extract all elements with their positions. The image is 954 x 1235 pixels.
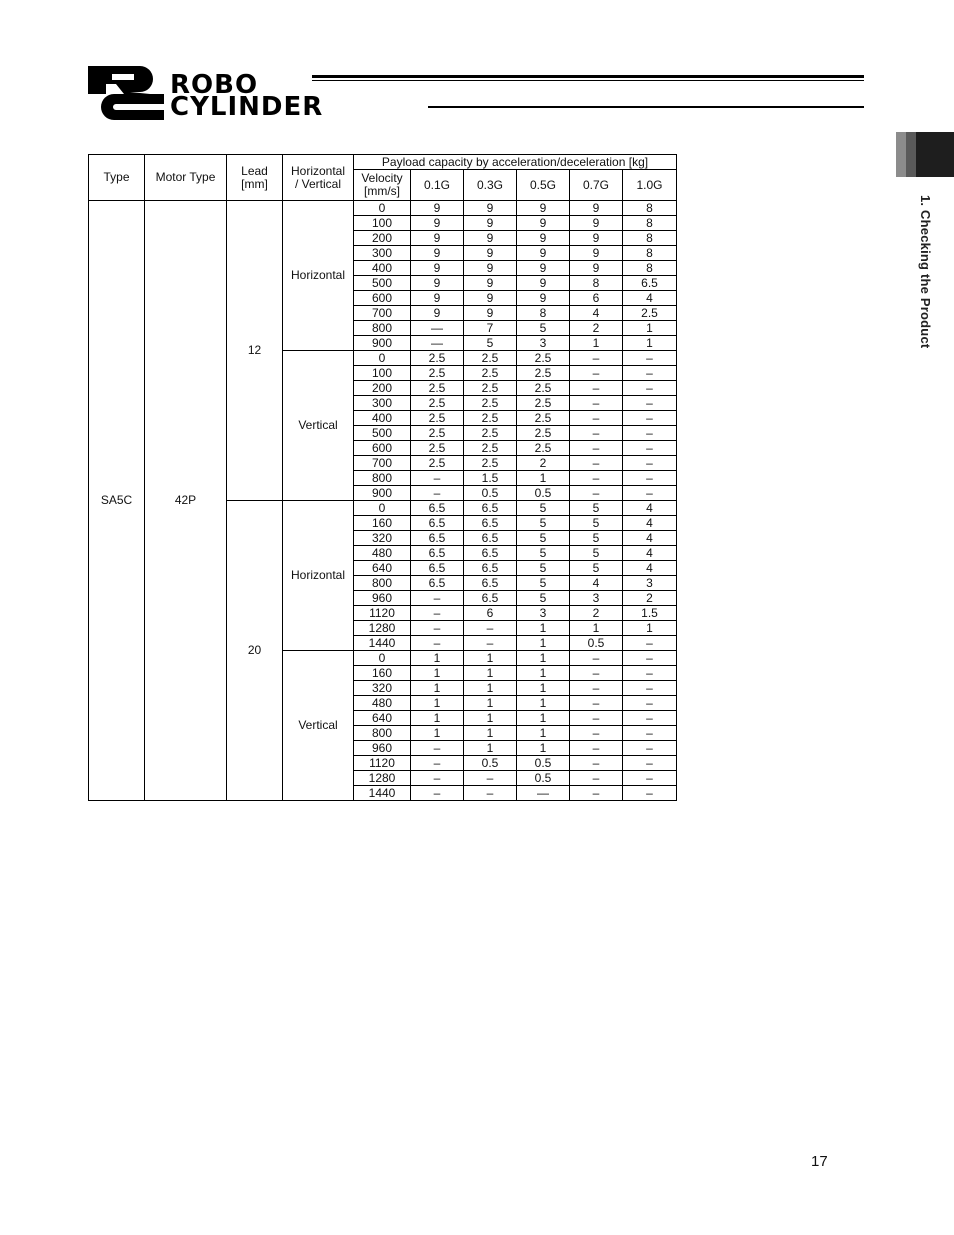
cell-velocity: 100 xyxy=(354,216,411,231)
cell-payload: 8 xyxy=(623,231,677,246)
cell-payload: 1 xyxy=(517,726,570,741)
cell-payload: 1 xyxy=(411,666,464,681)
cell-payload: 8 xyxy=(623,261,677,276)
cell-payload: 0.5 xyxy=(464,756,517,771)
cell-payload: – xyxy=(623,666,677,681)
cell-payload: 5 xyxy=(517,591,570,606)
cell-payload: – xyxy=(623,711,677,726)
cell-payload: – xyxy=(623,786,677,801)
cell-payload: 3 xyxy=(623,576,677,591)
cell-payload: 6.5 xyxy=(411,516,464,531)
cell-velocity: 960 xyxy=(354,741,411,756)
cell-payload: 4 xyxy=(623,531,677,546)
cell-payload: 5 xyxy=(570,561,623,576)
cell-payload: 5 xyxy=(517,576,570,591)
cell-payload: 1 xyxy=(517,666,570,681)
cell-payload: 5 xyxy=(517,531,570,546)
cell-payload: – xyxy=(411,756,464,771)
cell-payload: 1 xyxy=(464,726,517,741)
header-rule-top-thin xyxy=(312,80,864,81)
cell-payload: 9 xyxy=(464,231,517,246)
header-type: Type xyxy=(89,155,145,201)
cell-payload: 1 xyxy=(411,711,464,726)
rc-logo-mark-icon xyxy=(86,64,166,120)
cell-velocity: 0 xyxy=(354,651,411,666)
cell-payload: 8 xyxy=(517,306,570,321)
cell-payload: – xyxy=(411,636,464,651)
cell-velocity: 480 xyxy=(354,546,411,561)
cell-payload: – xyxy=(623,381,677,396)
cell-payload: 2.5 xyxy=(464,381,517,396)
cell-payload: – xyxy=(570,651,623,666)
cell-payload: 9 xyxy=(464,306,517,321)
cell-payload: 1 xyxy=(411,681,464,696)
chapter-tab xyxy=(896,132,954,177)
cell-payload: – xyxy=(570,486,623,501)
cell-payload: 2.5 xyxy=(411,411,464,426)
cell-payload: 2 xyxy=(570,606,623,621)
cell-payload: 2.5 xyxy=(464,366,517,381)
cell-payload: – xyxy=(570,441,623,456)
cell-velocity: 500 xyxy=(354,426,411,441)
header-rule-top-thick xyxy=(312,75,864,78)
cell-payload: 6 xyxy=(464,606,517,621)
cell-payload: – xyxy=(570,366,623,381)
cell-payload: – xyxy=(570,741,623,756)
cell-payload: 1 xyxy=(517,681,570,696)
header-payload: Payload capacity by acceleration/deceleration [kg] xyxy=(354,155,677,170)
cell-velocity: 400 xyxy=(354,261,411,276)
cell-payload: 6.5 xyxy=(623,276,677,291)
cell-velocity: 900 xyxy=(354,486,411,501)
cell-velocity: 800 xyxy=(354,726,411,741)
cell-payload: – xyxy=(570,681,623,696)
cell-payload: 2.5 xyxy=(464,456,517,471)
cell-payload: 0.5 xyxy=(517,756,570,771)
cell-payload: 2.5 xyxy=(517,441,570,456)
cell-payload: 9 xyxy=(570,246,623,261)
cell-payload: 1 xyxy=(411,651,464,666)
cell-payload: ― xyxy=(517,786,570,801)
cell-velocity: 1120 xyxy=(354,756,411,771)
cell-payload: 1 xyxy=(517,696,570,711)
page-number: 17 xyxy=(811,1153,828,1170)
cell-type: SA5C xyxy=(89,201,145,801)
cell-payload: – xyxy=(570,471,623,486)
header-accel: 0.5G xyxy=(517,170,570,201)
cell-payload: 9 xyxy=(570,201,623,216)
cell-payload: – xyxy=(623,456,677,471)
cell-velocity: 700 xyxy=(354,306,411,321)
cell-velocity: 200 xyxy=(354,231,411,246)
cell-payload: – xyxy=(623,741,677,756)
cell-payload: 1 xyxy=(570,336,623,351)
cell-payload: 2.5 xyxy=(411,366,464,381)
cell-payload: 2.5 xyxy=(411,351,464,366)
cell-velocity: 800 xyxy=(354,471,411,486)
cell-payload: – xyxy=(623,636,677,651)
cell-payload: 9 xyxy=(411,291,464,306)
cell-payload: 1 xyxy=(464,711,517,726)
cell-payload: 9 xyxy=(570,216,623,231)
cell-payload: 2.5 xyxy=(517,411,570,426)
cell-payload: – xyxy=(623,756,677,771)
cell-payload: – xyxy=(623,486,677,501)
cell-payload: 2.5 xyxy=(517,426,570,441)
cell-payload: – xyxy=(623,651,677,666)
cell-payload: – xyxy=(411,786,464,801)
cell-payload: 2 xyxy=(623,591,677,606)
cell-velocity: 700 xyxy=(354,456,411,471)
cell-payload: 9 xyxy=(517,216,570,231)
cell-payload: 2.5 xyxy=(517,381,570,396)
cell-payload: 0.5 xyxy=(570,636,623,651)
cell-payload: 6.5 xyxy=(464,591,517,606)
cell-payload: 1 xyxy=(464,696,517,711)
cell-payload: 1 xyxy=(517,471,570,486)
cell-payload: – xyxy=(623,351,677,366)
cell-payload: 0.5 xyxy=(517,771,570,786)
cell-payload: – xyxy=(623,441,677,456)
cell-payload: 5 xyxy=(464,336,517,351)
cell-payload: 1 xyxy=(464,741,517,756)
cell-payload: 9 xyxy=(411,276,464,291)
cell-velocity: 300 xyxy=(354,396,411,411)
cell-payload: – xyxy=(411,771,464,786)
cell-payload: 4 xyxy=(623,561,677,576)
cell-velocity: 600 xyxy=(354,291,411,306)
cell-payload: 2.5 xyxy=(623,306,677,321)
cell-payload: 6.5 xyxy=(464,516,517,531)
cell-payload: 1 xyxy=(517,741,570,756)
cell-payload: – xyxy=(411,741,464,756)
cell-payload: 9 xyxy=(570,231,623,246)
cell-payload: 9 xyxy=(411,201,464,216)
cell-payload: – xyxy=(411,606,464,621)
cell-payload: 5 xyxy=(517,516,570,531)
cell-payload: 1 xyxy=(464,681,517,696)
cell-payload: – xyxy=(464,771,517,786)
cell-payload: 1 xyxy=(623,321,677,336)
chapter-tab-bar-mid xyxy=(906,132,916,177)
cell-payload: – xyxy=(570,786,623,801)
cell-motor-type: 42P xyxy=(145,201,227,801)
cell-payload: 9 xyxy=(517,231,570,246)
brand-line-cylinder: CYLINDER xyxy=(170,92,324,122)
cell-payload: 1 xyxy=(517,711,570,726)
cell-payload: 0.5 xyxy=(464,486,517,501)
cell-velocity: 320 xyxy=(354,531,411,546)
cell-payload: 9 xyxy=(411,261,464,276)
cell-payload: 5 xyxy=(570,501,623,516)
cell-velocity: 1280 xyxy=(354,621,411,636)
cell-payload: 1 xyxy=(411,726,464,741)
cell-velocity: 640 xyxy=(354,561,411,576)
cell-payload: 1 xyxy=(517,651,570,666)
cell-payload: 5 xyxy=(570,516,623,531)
cell-payload: – xyxy=(623,471,677,486)
cell-velocity: 200 xyxy=(354,381,411,396)
cell-payload: 5 xyxy=(570,531,623,546)
chapter-tab-bar-light xyxy=(896,132,906,177)
header-orientation: Horizontal / Vertical xyxy=(283,155,354,201)
cell-payload: 8 xyxy=(623,246,677,261)
header-accel: 0.7G xyxy=(570,170,623,201)
cell-payload: 5 xyxy=(517,546,570,561)
cell-payload: 2.5 xyxy=(464,351,517,366)
cell-payload: 3 xyxy=(570,591,623,606)
cell-payload: ― xyxy=(411,336,464,351)
cell-payload: 6.5 xyxy=(411,531,464,546)
payload-capacity-table xyxy=(88,154,677,801)
cell-payload: 4 xyxy=(623,291,677,306)
table-row xyxy=(89,201,677,216)
header-rule-bottom xyxy=(428,106,864,108)
cell-payload: 9 xyxy=(464,216,517,231)
cell-payload: 6.5 xyxy=(411,576,464,591)
cell-payload: 6.5 xyxy=(464,546,517,561)
header-velocity: Velocity [mm/s] xyxy=(354,170,411,201)
cell-payload: 2.5 xyxy=(411,456,464,471)
cell-payload: 1 xyxy=(464,666,517,681)
cell-orientation: Horizontal xyxy=(283,201,354,351)
cell-payload: 9 xyxy=(464,246,517,261)
cell-lead: 20 xyxy=(227,501,283,801)
cell-payload: 1 xyxy=(517,621,570,636)
cell-payload: 6 xyxy=(570,291,623,306)
cell-payload: 2 xyxy=(570,321,623,336)
cell-payload: 6.5 xyxy=(464,576,517,591)
cell-payload: 1 xyxy=(517,636,570,651)
cell-payload: 5 xyxy=(517,321,570,336)
cell-payload: – xyxy=(570,756,623,771)
cell-payload: 5 xyxy=(517,501,570,516)
chapter-label: 1. Checking the Product xyxy=(918,195,933,349)
cell-payload: 4 xyxy=(570,306,623,321)
cell-payload: 9 xyxy=(517,201,570,216)
cell-velocity: 800 xyxy=(354,576,411,591)
cell-payload: – xyxy=(623,411,677,426)
cell-payload: 4 xyxy=(623,516,677,531)
cell-payload: 1.5 xyxy=(623,606,677,621)
cell-velocity: 160 xyxy=(354,666,411,681)
cell-payload: 9 xyxy=(517,291,570,306)
cell-payload: 2 xyxy=(517,456,570,471)
cell-payload: 2.5 xyxy=(464,396,517,411)
cell-payload: 7 xyxy=(464,321,517,336)
header-accel: 0.1G xyxy=(411,170,464,201)
cell-payload: 1 xyxy=(623,336,677,351)
cell-payload: 9 xyxy=(570,261,623,276)
cell-payload: 6.5 xyxy=(464,531,517,546)
cell-velocity: 640 xyxy=(354,711,411,726)
cell-payload: 1 xyxy=(411,696,464,711)
cell-payload: – xyxy=(623,426,677,441)
cell-payload: 6.5 xyxy=(411,501,464,516)
header-accel: 1.0G xyxy=(623,170,677,201)
cell-payload: – xyxy=(570,381,623,396)
cell-payload: – xyxy=(464,636,517,651)
cell-payload: 4 xyxy=(623,501,677,516)
cell-payload: 0.5 xyxy=(517,486,570,501)
chapter-tab-bar-dark xyxy=(916,132,954,177)
cell-payload: 3 xyxy=(517,606,570,621)
cell-velocity: 320 xyxy=(354,681,411,696)
cell-payload: 9 xyxy=(411,231,464,246)
cell-payload: 4 xyxy=(570,576,623,591)
cell-payload: 9 xyxy=(464,261,517,276)
cell-payload: – xyxy=(570,711,623,726)
header-lead: Lead [mm] xyxy=(227,155,283,201)
cell-payload: – xyxy=(411,486,464,501)
cell-payload: – xyxy=(570,666,623,681)
cell-orientation: Vertical xyxy=(283,351,354,501)
cell-payload: 1 xyxy=(464,651,517,666)
cell-payload: – xyxy=(411,591,464,606)
cell-payload: – xyxy=(570,456,623,471)
cell-velocity: 500 xyxy=(354,276,411,291)
cell-payload: 8 xyxy=(623,201,677,216)
cell-velocity: 0 xyxy=(354,351,411,366)
cell-payload: – xyxy=(623,681,677,696)
brand-line-robo: ROBO xyxy=(170,70,259,100)
cell-velocity: 1120 xyxy=(354,606,411,621)
cell-velocity: 1440 xyxy=(354,786,411,801)
cell-payload: 1 xyxy=(570,621,623,636)
cell-velocity: 0 xyxy=(354,501,411,516)
cell-payload: – xyxy=(623,726,677,741)
cell-velocity: 900 xyxy=(354,336,411,351)
cell-payload: 9 xyxy=(411,306,464,321)
cell-payload: 2.5 xyxy=(464,426,517,441)
cell-payload: 9 xyxy=(411,246,464,261)
cell-payload: 5 xyxy=(517,561,570,576)
cell-payload: 9 xyxy=(464,291,517,306)
cell-payload: – xyxy=(570,351,623,366)
cell-payload: – xyxy=(464,621,517,636)
cell-velocity: 100 xyxy=(354,366,411,381)
cell-payload: 8 xyxy=(570,276,623,291)
cell-payload: 2.5 xyxy=(411,381,464,396)
cell-velocity: 480 xyxy=(354,696,411,711)
cell-payload: – xyxy=(623,696,677,711)
cell-payload: 6.5 xyxy=(464,561,517,576)
cell-velocity: 800 xyxy=(354,321,411,336)
cell-velocity: 600 xyxy=(354,441,411,456)
header-motor-type: Motor Type xyxy=(145,155,227,201)
cell-velocity: 300 xyxy=(354,246,411,261)
cell-payload: 2.5 xyxy=(464,411,517,426)
cell-payload: 9 xyxy=(464,201,517,216)
cell-lead: 12 xyxy=(227,201,283,501)
cell-payload: 1.5 xyxy=(464,471,517,486)
cell-payload: 2.5 xyxy=(517,351,570,366)
cell-orientation: Vertical xyxy=(283,651,354,801)
cell-payload: 2.5 xyxy=(411,396,464,411)
cell-payload: 6.5 xyxy=(411,561,464,576)
cell-payload: – xyxy=(411,621,464,636)
cell-payload: – xyxy=(570,396,623,411)
cell-payload: 2.5 xyxy=(464,441,517,456)
cell-payload: 9 xyxy=(517,246,570,261)
cell-payload: – xyxy=(570,696,623,711)
cell-velocity: 960 xyxy=(354,591,411,606)
cell-payload: 6.5 xyxy=(411,546,464,561)
cell-velocity: 0 xyxy=(354,201,411,216)
cell-payload: 9 xyxy=(464,276,517,291)
cell-velocity: 400 xyxy=(354,411,411,426)
cell-payload: – xyxy=(623,366,677,381)
cell-orientation: Horizontal xyxy=(283,501,354,651)
cell-payload: 2.5 xyxy=(517,396,570,411)
header-accel: 0.3G xyxy=(464,170,517,201)
cell-payload: 9 xyxy=(517,276,570,291)
cell-payload: – xyxy=(623,396,677,411)
cell-payload: 5 xyxy=(570,546,623,561)
cell-payload: – xyxy=(570,411,623,426)
cell-payload: – xyxy=(570,771,623,786)
cell-payload: 2.5 xyxy=(517,366,570,381)
cell-payload: 6.5 xyxy=(464,501,517,516)
cell-velocity: 1440 xyxy=(354,636,411,651)
cell-payload: – xyxy=(464,786,517,801)
cell-payload: 2.5 xyxy=(411,426,464,441)
cell-payload: – xyxy=(623,771,677,786)
cell-payload: 9 xyxy=(517,261,570,276)
cell-payload: 9 xyxy=(411,216,464,231)
cell-payload: 3 xyxy=(517,336,570,351)
cell-payload: ― xyxy=(411,321,464,336)
cell-payload: 4 xyxy=(623,546,677,561)
cell-payload: – xyxy=(411,471,464,486)
cell-velocity: 1280 xyxy=(354,771,411,786)
cell-velocity: 160 xyxy=(354,516,411,531)
cell-payload: 1 xyxy=(623,621,677,636)
cell-payload: 2.5 xyxy=(411,441,464,456)
cell-payload: – xyxy=(570,726,623,741)
cell-payload: 8 xyxy=(623,216,677,231)
robo-cylinder-logo xyxy=(86,64,866,124)
cell-payload: – xyxy=(570,426,623,441)
